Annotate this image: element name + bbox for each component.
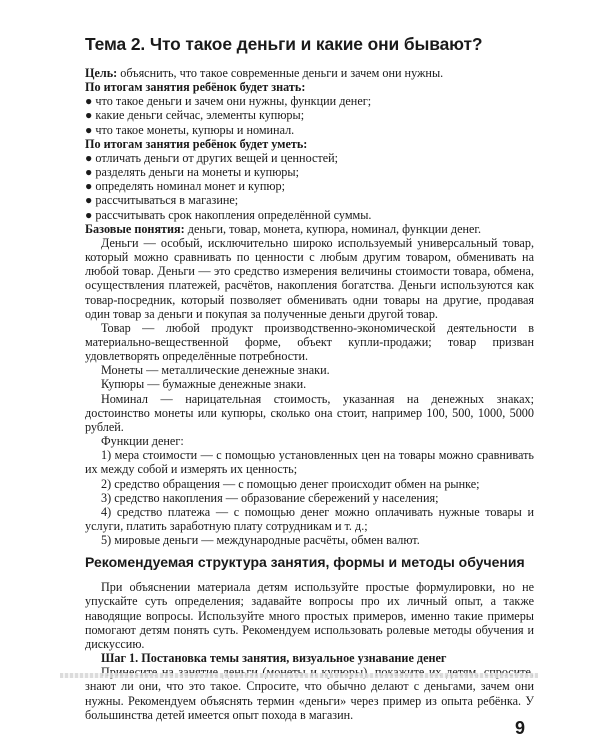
page-content [85,34,534,722]
function-item: 2) средство обращения — с помощью денег происходит обмен на рынке; [101,476,480,491]
able-item: ● отличать деньги от других вещей и ценностей; [85,150,339,165]
definition-nominal: Номинал — нарицательная стоимость, указанная на денежных знаках; достоинство монеты или купюры, сколько она стоит, например 100, 500, 1000, 5000 рублей. [85,391,534,434]
step-paragraph: знают ли они, что это такое. Спросите, что обычно делают с деньгами, зачем они нужны. Рекомендуем объяснять термин «деньги» через пример из опыта ребёнка. У большинства детей имеется опыт похода в магазин. [85,679,534,722]
section-paragraph: При объяснении материала детям используйте простые формулировки, но не упускайте суть определения; задавайте вопросы про их личный опыт, а также наводящие вопросы. Используйте много простых примеров, именно такие примеры помогают детям понять суть. Рекомендуем использовать ролевые методы обучения и дискуссию. [85,580,534,651]
page-title: Тема 2. Что такое деньги и какие они бывают? [85,34,483,54]
able-item: ● разделять деньги на монеты и купюры; [85,165,299,180]
function-item: 1) мера стоимости — с помощью установленных цен на товары можно сравнивать их между собой и измерять их ценность; [85,448,534,477]
know-heading: По итогам занятия ребёнок будет знать: [85,80,306,95]
definition-goods: Товар — любой продукт производственно-экономической деятельности в материально-вещественной форме, объект купли-продажи; товар призван удовлетворять определённые потребности. [85,320,534,364]
able-item: ● рассчитывать срок накопления определённой суммы. [85,207,372,222]
definition-banknotes: Купюры — бумажные денежные знаки. [101,377,307,392]
basic-concepts-text: деньги, товар, монета, купюра, номинал, функции денег. [184,221,482,236]
definition-money: Деньги — особый, исключительно широко используемый универсальный товар, который можно сравнивать по ценности с любым другим товаром, обменивать на любой товар. Деньги — это средство измерения величины стоимости товара, обмена, осуществления платежей, расчётов, накопления богатства. Деньги используются как товар-посредник, который позволяет обменивать одни товары на другие, продавая один товар за деньги и покупая за полученные деньги другой товар. [85,235,534,321]
know-item: ● что такое монеты, купюры и номинал. [85,122,295,137]
definition-coins: Монеты — металлические денежные знаки. [101,363,330,378]
know-item: ● что такое деньги и зачем они нужны, функции денег; [85,94,372,109]
able-item: ● рассчитываться в магазине; [85,193,239,208]
goal-text: объяснить, что такое современные деньги и зачем они нужны. [117,66,444,80]
function-item: 4) средство платежа — с помощью денег можно оплачивать нужные товары и услуги, платить заработную плату сотрудникам и т. д.; [85,504,534,533]
know-item: ● какие деньги сейчас, элементы купюры; [85,108,305,123]
able-item: ● определять номинал монет и купюр; [85,179,286,194]
page-number: 9 [515,718,526,738]
section-heading: Рекомендуемая структура занятия, формы и методы обучения [85,554,525,571]
functions-heading: Функции денег: [101,434,184,449]
step-heading: Шаг 1. Постановка темы занятия, визуальное узнавание денег [101,651,447,666]
goal-label: Цель: [85,66,118,80]
footer-decorative-strip [60,673,538,678]
basic-concepts-paragraph [85,222,534,236]
function-item: 3) средство накопления — образование сбережений у населения; [101,490,439,505]
function-item: 5) мировые деньги — международные расчёты, обмен валют. [101,533,420,548]
goal-paragraph [85,66,534,80]
able-heading: По итогам занятия ребёнок будет уметь: [85,136,308,151]
basic-concepts-label: Базовые понятия: [85,221,185,236]
